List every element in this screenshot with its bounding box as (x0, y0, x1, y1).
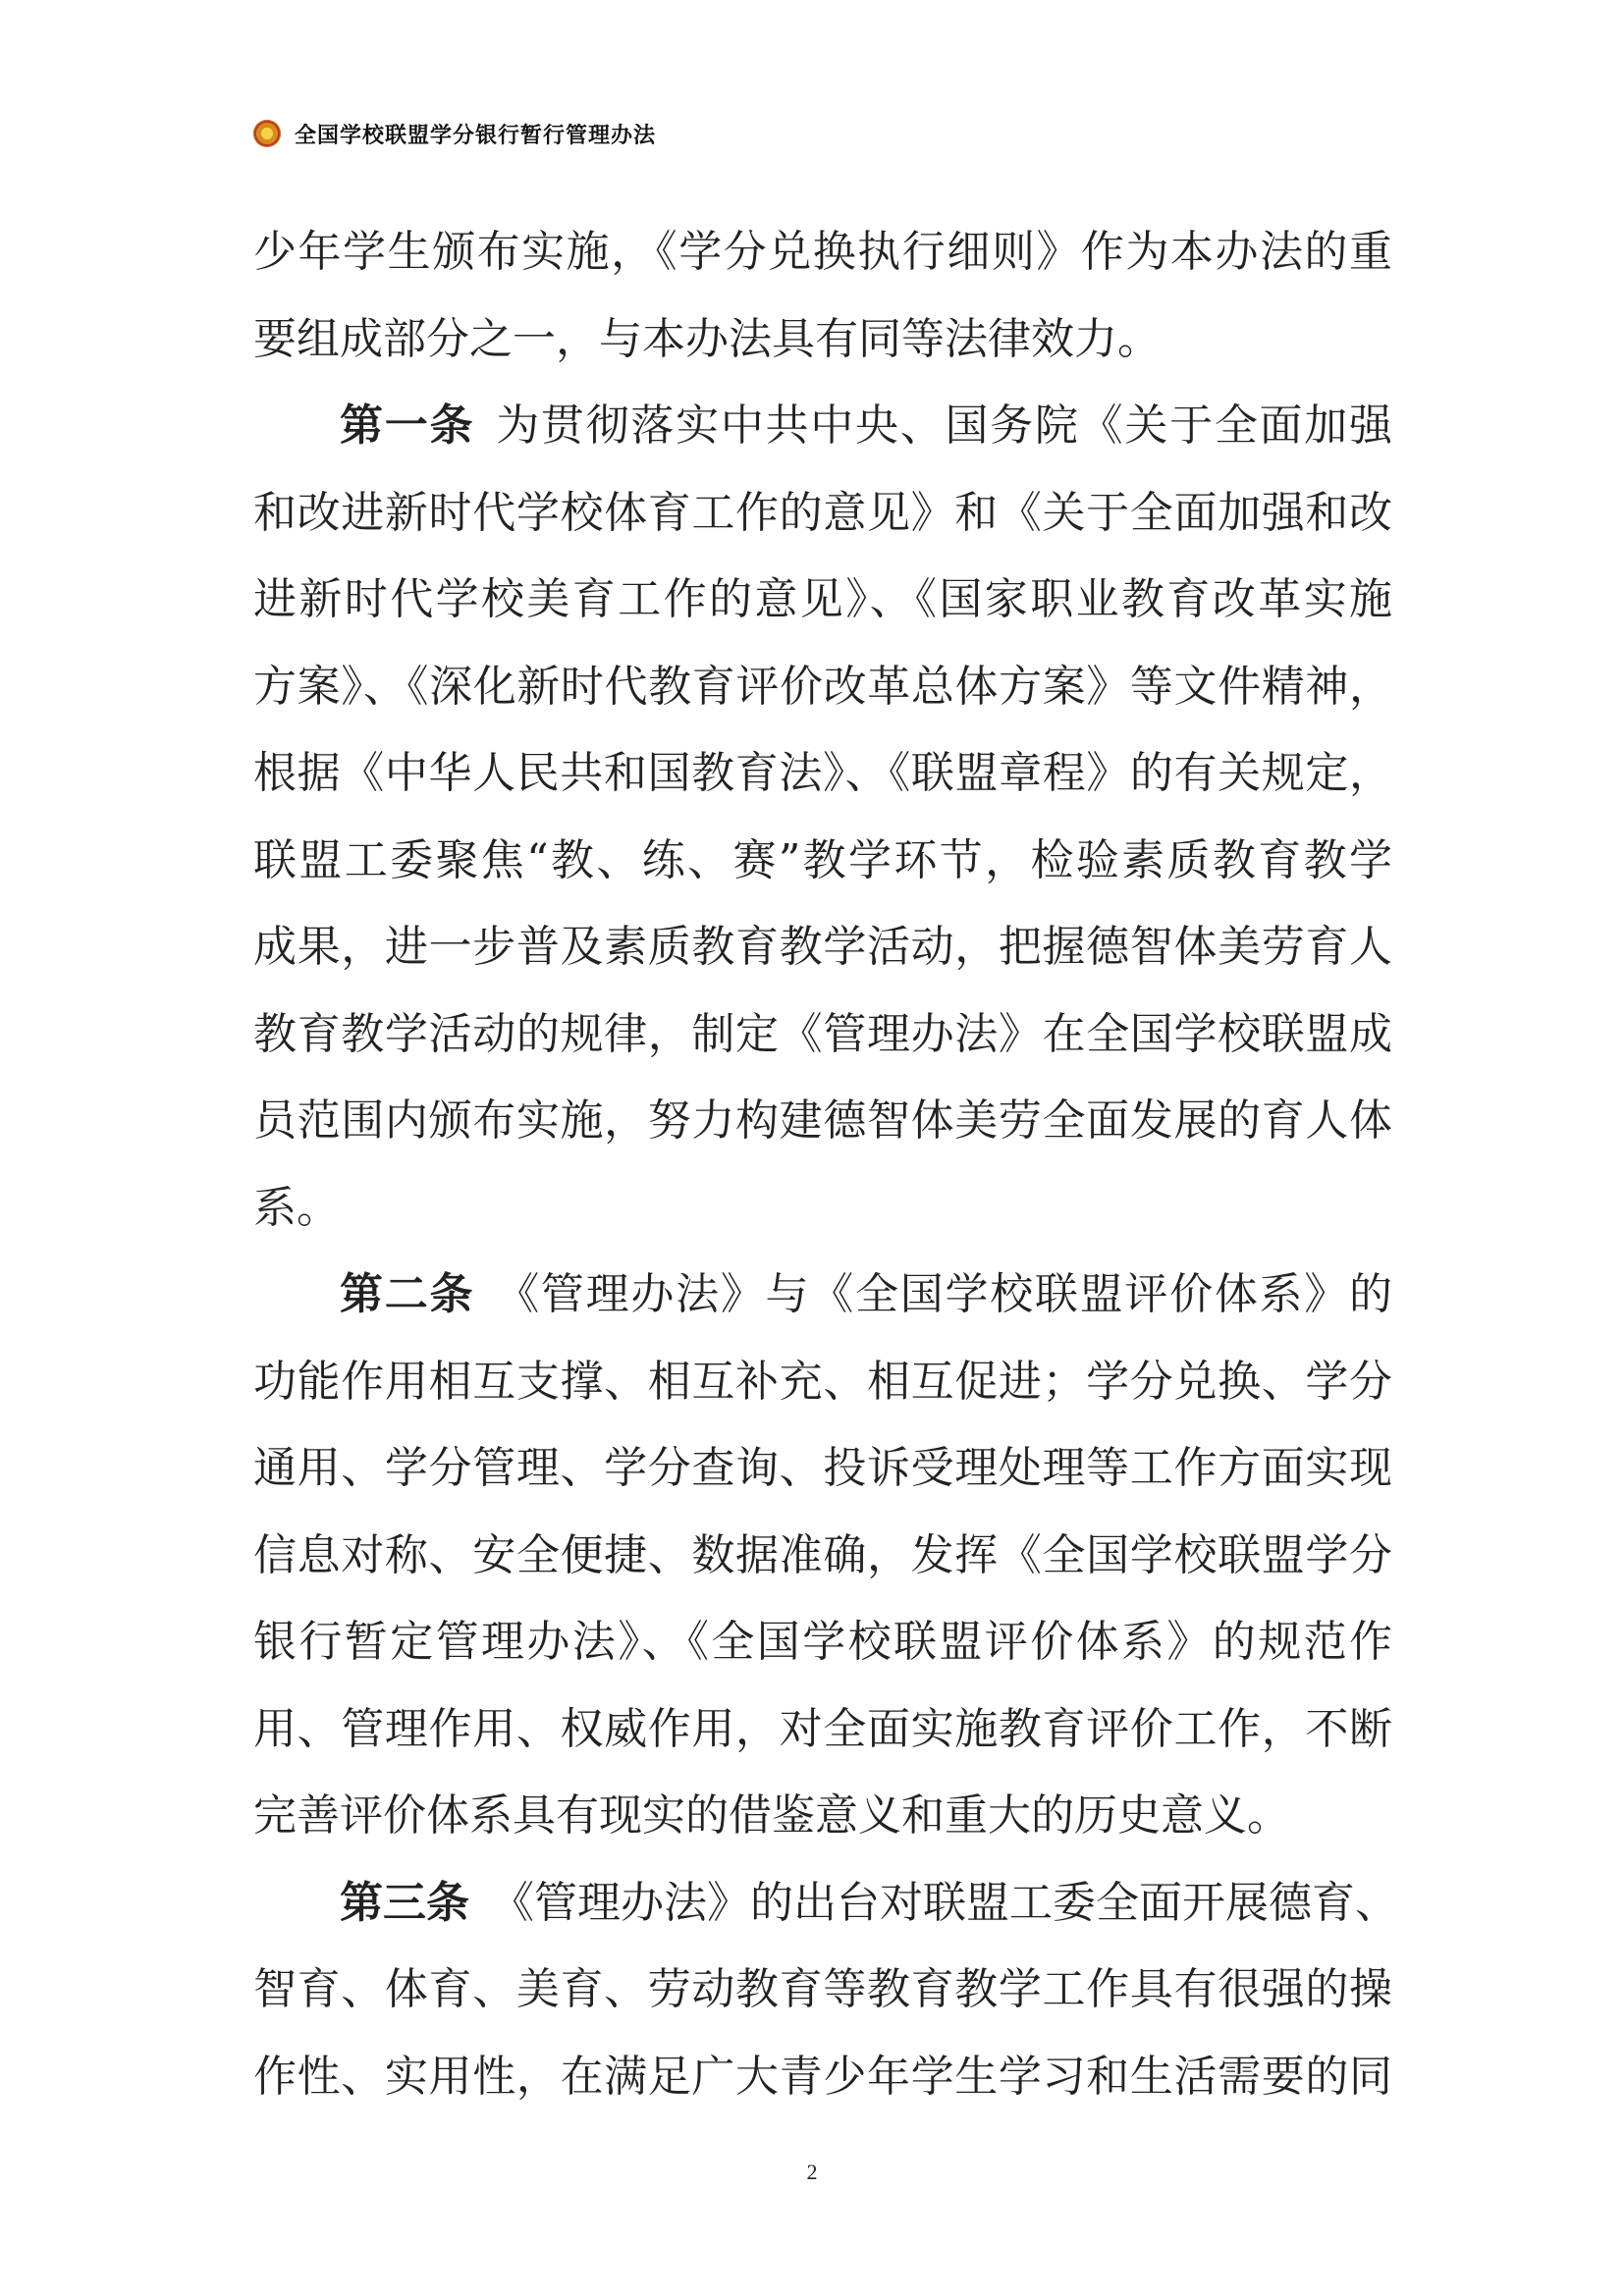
text-line: 教育教学活动的规律，制定《管理办法》在全国学校联盟成 (253, 1008, 1392, 1059)
text-line: 信息对称、安全便捷、数据准确，发挥《全国学校联盟学分 (253, 1529, 1392, 1580)
text-segment: 《管理办法》与《全国学校联盟评价体系》的 (496, 1269, 1393, 1319)
page-number: 2 (806, 2160, 818, 2184)
text-line: 作性、实用性，在满足广大青少年学生学习和生活需要的同 (253, 2051, 1392, 2102)
text-line: 系。 (253, 1182, 340, 1233)
text-line: 联盟工委聚焦“教、练、赛”教学环节，检验素质教育教学 (253, 834, 1392, 885)
alliance-logo-icon (253, 120, 281, 147)
article-1-paragraph (253, 383, 1392, 1252)
text-segment: 《管理办法》的出台对联盟工委全面开展德育、 (491, 1877, 1398, 1928)
article-1-label: 第一条 (340, 400, 475, 451)
text-line: 员范围内颁布实施，努力构建德智体美劳全面发展的育人体 (253, 1095, 1392, 1146)
article-3-label: 第三条 (340, 1877, 469, 1928)
text-line: 少年学生颁布实施，《学分兑换执行细则》作为本办法的重 (253, 227, 1392, 277)
article-3-paragraph (253, 1860, 1398, 2121)
text-line: 银行暂定管理办法》、《全国学校联盟评价体系》的规范作 (253, 1617, 1392, 1667)
text-line: 和改进新时代学校体育工作的意见》和《关于全面加强和改 (253, 487, 1392, 538)
text-line: 完善评价体系具有现实的借鉴意义和重大的历史意义。 (253, 1790, 1290, 1841)
text-line (253, 1252, 1392, 1339)
text-line: 根据《中华人民共和国教育法》、《联盟章程》的有关规定， (253, 748, 1392, 798)
text-line: 方案》、《深化新时代教育评价改革总体方案》等文件精神， (253, 661, 1392, 712)
header-title: 全国学校联盟学分银行暂行管理办法 (295, 123, 657, 148)
text-line (253, 383, 1392, 470)
text-line: 进新时代学校美育工作的意见》、《国家职业教育改革实施 (253, 574, 1392, 624)
text-segment: 为贯彻落实中共中央、国务院《关于全面加强 (496, 400, 1393, 451)
document-body (253, 209, 1398, 2120)
page-header (253, 116, 656, 151)
text-line (253, 1860, 1398, 1948)
text-line: 智育、体育、美育、劳动教育等教育教学工作具有很强的操 (253, 1964, 1392, 2014)
text-line: 成果，进一步普及素质教育教学活动，把握德智体美劳育人 (253, 922, 1392, 972)
text-line: 通用、学分管理、学分查询、投诉受理处理等工作方面实现 (253, 1443, 1392, 1493)
article-2-label: 第二条 (340, 1269, 475, 1319)
text-line: 功能作用相互支撑、相互补充、相互促进；学分兑换、学分 (253, 1356, 1392, 1407)
text-line: 要组成部分之一，与本办法具有同等法律效力。 (253, 313, 1161, 364)
continuation-paragraph (253, 209, 1392, 383)
article-2-paragraph (253, 1252, 1392, 1860)
text-line: 用、管理作用、权威作用，对全面实施教育评价工作，不断 (253, 1703, 1392, 1754)
